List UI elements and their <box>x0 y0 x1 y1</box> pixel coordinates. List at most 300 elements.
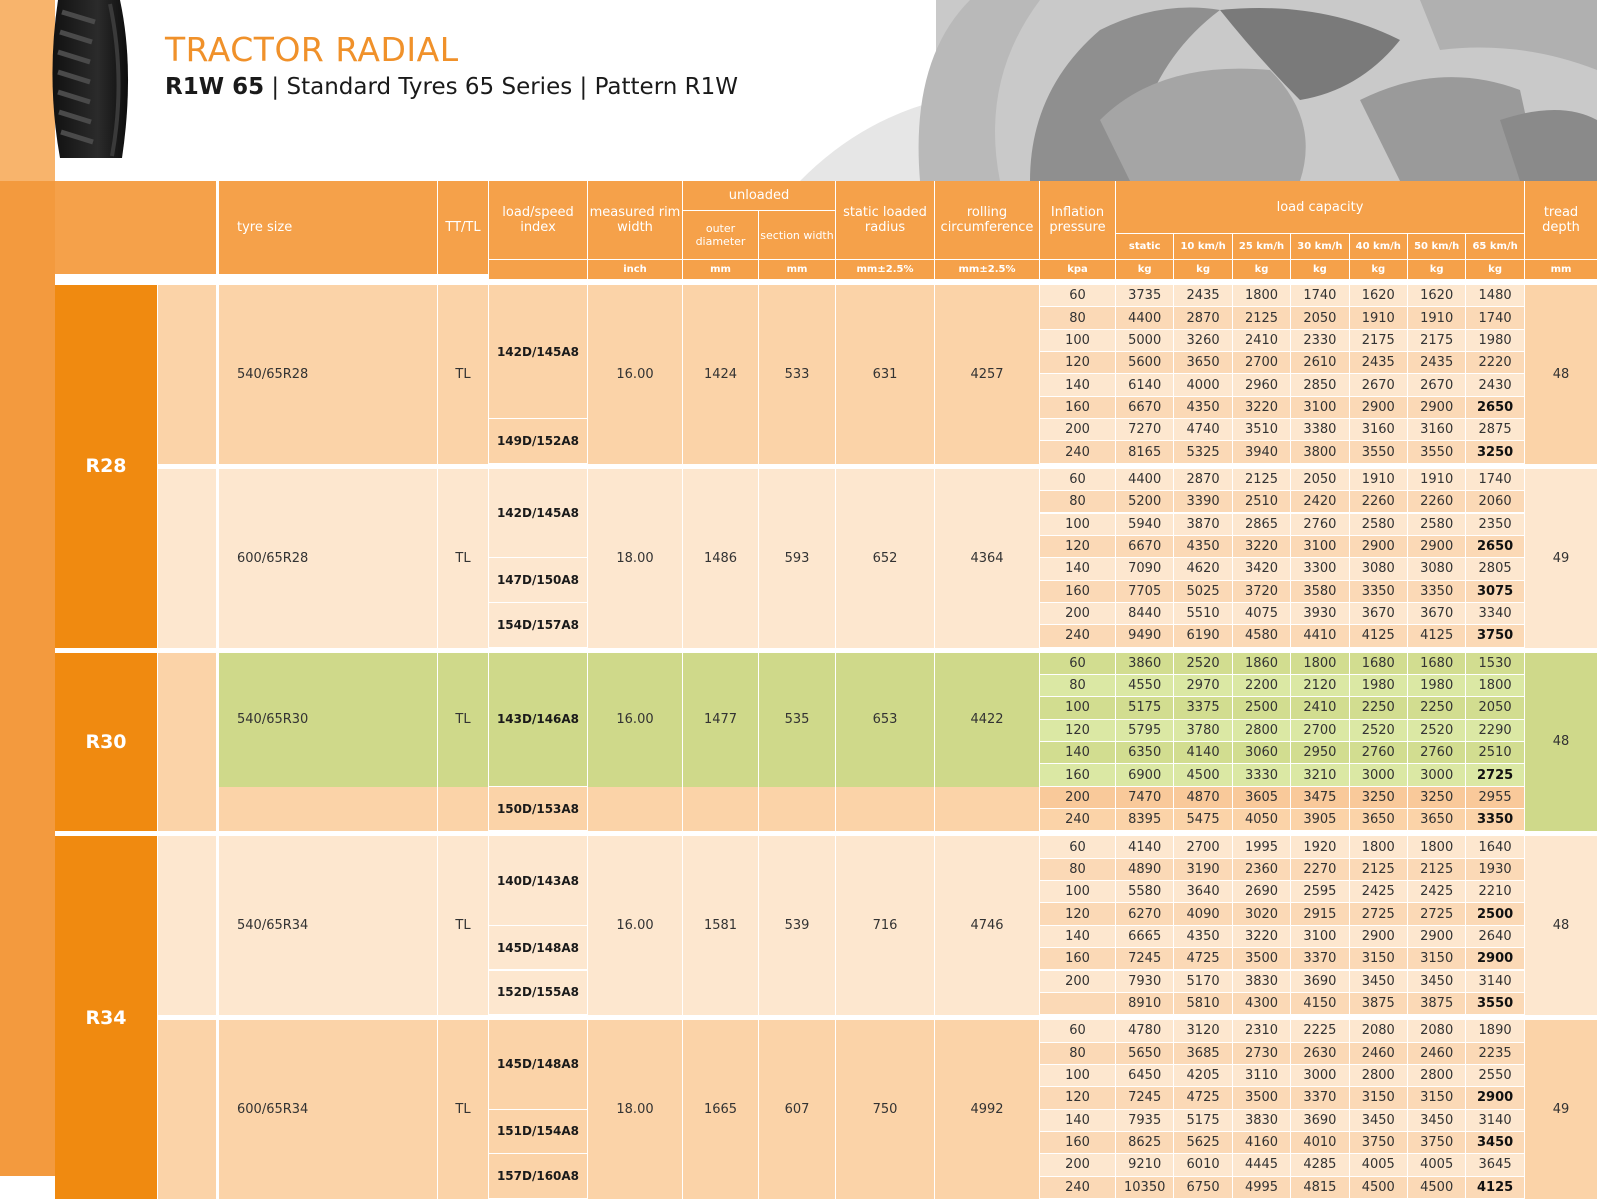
load-value: 1980 <box>1350 675 1407 696</box>
load-value: 2360 <box>1233 859 1290 880</box>
load-value: 3650 <box>1174 352 1231 373</box>
load-value: 2435 <box>1350 352 1407 373</box>
pressure-value: 140 <box>1040 742 1115 763</box>
pressure-value: 80 <box>1040 1043 1115 1064</box>
load-value: 5600 <box>1116 352 1173 373</box>
outer-diameter-value: 1665 <box>683 1020 758 1199</box>
tread-depth-value: 49 <box>1525 1020 1597 1199</box>
unit-load-3: kg <box>1291 260 1348 279</box>
load-value: 3150 <box>1408 1087 1465 1108</box>
pressure-value: 100 <box>1040 881 1115 902</box>
load-value: 4125 <box>1350 625 1407 646</box>
load-value: 1890 <box>1466 1020 1523 1041</box>
load-value: 2430 <box>1466 374 1523 395</box>
load-value: 6450 <box>1116 1065 1173 1086</box>
pressure-value: 200 <box>1040 603 1115 624</box>
load-value: 4500 <box>1408 1177 1465 1198</box>
blank-cell <box>158 836 216 1015</box>
load-value: 3260 <box>1174 330 1231 351</box>
load-value: 2595 <box>1291 881 1348 902</box>
load-value: 4500 <box>1174 764 1231 785</box>
load-value: 2670 <box>1350 374 1407 395</box>
outer-diameter-value: 1424 <box>683 285 758 464</box>
load-value: 8910 <box>1116 993 1173 1014</box>
load-value: 2260 <box>1350 491 1407 512</box>
unit-load-1: kg <box>1174 260 1231 279</box>
rim-width-value: 16.00 <box>588 836 682 1015</box>
pressure-value <box>1040 993 1115 1014</box>
rolling-circumference-value: 4257 <box>935 285 1039 464</box>
load-value: 4285 <box>1291 1154 1348 1175</box>
header-blank-cell <box>55 181 216 274</box>
load-value: 1800 <box>1350 836 1407 857</box>
unit-rolling: mm±2.5% <box>935 260 1039 279</box>
header-speed-6: 65 km/h <box>1466 234 1523 259</box>
load-value: 3300 <box>1291 558 1348 579</box>
load-value: 5025 <box>1174 581 1231 602</box>
pressure-value: 160 <box>1040 397 1115 418</box>
header-speed-4: 40 km/h <box>1350 234 1407 259</box>
header-speed-0: static <box>1116 234 1173 259</box>
filler-cell <box>438 787 488 832</box>
tyre-size: 600/65R34 <box>219 1020 437 1199</box>
load-value: 2310 <box>1233 1020 1290 1041</box>
load-speed-index: 157D/160A8 <box>489 1154 587 1198</box>
header-outer-diameter: outer diameter <box>683 211 758 259</box>
tt-tl-value: TL <box>438 653 488 787</box>
load-value: 3190 <box>1174 859 1231 880</box>
load-value: 3140 <box>1466 971 1523 992</box>
header-tt-tl: TT/TL <box>438 181 488 274</box>
load-value: 2915 <box>1291 903 1348 924</box>
static-radius-value: 631 <box>836 285 934 464</box>
unit-load-2: kg <box>1233 260 1290 279</box>
unit-section: mm <box>759 260 835 279</box>
load-value: 3685 <box>1174 1043 1231 1064</box>
load-value: 4160 <box>1233 1132 1290 1153</box>
load-value: 2700 <box>1174 836 1231 857</box>
load-value: 5810 <box>1174 993 1231 1014</box>
header-rim-width: measured rim width <box>588 181 682 259</box>
load-value: 2700 <box>1233 352 1290 373</box>
load-value: 3930 <box>1291 603 1348 624</box>
pressure-value: 120 <box>1040 1087 1115 1108</box>
load-value: 4010 <box>1291 1132 1348 1153</box>
load-speed-index: 152D/155A8 <box>489 971 587 1015</box>
load-value: 1910 <box>1408 469 1465 490</box>
filler-cell <box>759 787 835 832</box>
pressure-value: 160 <box>1040 948 1115 969</box>
outer-diameter-value: 1581 <box>683 836 758 1015</box>
load-value: 2200 <box>1233 675 1290 696</box>
pressure-value: 160 <box>1040 581 1115 602</box>
load-value: 2425 <box>1408 881 1465 902</box>
load-value: 4000 <box>1174 374 1231 395</box>
load-value: 2080 <box>1408 1020 1465 1041</box>
load-value: 4815 <box>1291 1177 1348 1198</box>
load-value: 1740 <box>1291 285 1348 306</box>
load-value: 3000 <box>1291 1065 1348 1086</box>
load-value: 2125 <box>1233 469 1290 490</box>
load-value: 3875 <box>1408 993 1465 1014</box>
unit-inflation: kpa <box>1040 260 1115 279</box>
load-value: 3000 <box>1350 764 1407 785</box>
load-value: 3750 <box>1408 1132 1465 1153</box>
page-title: TRACTOR RADIAL <box>165 30 459 69</box>
subtitle-model: R1W 65 <box>165 74 265 100</box>
page-subtitle <box>165 74 738 100</box>
section-width-value: 593 <box>759 469 835 648</box>
load-value: 4400 <box>1116 307 1173 328</box>
load-value: 3450 <box>1350 1110 1407 1131</box>
load-value: 3140 <box>1466 1110 1523 1131</box>
load-value: 6190 <box>1174 625 1231 646</box>
header-unloaded: unloaded <box>683 181 835 210</box>
load-value: 2610 <box>1291 352 1348 373</box>
load-value: 3860 <box>1116 653 1173 674</box>
load-value: 5175 <box>1116 697 1173 718</box>
load-value: 3645 <box>1466 1154 1523 1175</box>
load-value: 3220 <box>1233 397 1290 418</box>
load-value: 4890 <box>1116 859 1173 880</box>
load-value: 3650 <box>1408 809 1465 830</box>
load-value: 4445 <box>1233 1154 1290 1175</box>
load-value: 6270 <box>1116 903 1173 924</box>
load-value: 7245 <box>1116 948 1173 969</box>
load-value: 3000 <box>1408 764 1465 785</box>
load-value: 2900 <box>1466 1087 1523 1108</box>
pressure-value: 160 <box>1040 1132 1115 1153</box>
load-value: 3450 <box>1350 971 1407 992</box>
load-value: 2235 <box>1466 1043 1523 1064</box>
load-value: 2425 <box>1350 881 1407 902</box>
load-value: 4580 <box>1233 625 1290 646</box>
load-value: 3875 <box>1350 993 1407 1014</box>
load-value: 2725 <box>1466 764 1523 785</box>
load-value: 4350 <box>1174 397 1231 418</box>
header-tyre-size: tyre size <box>219 181 437 274</box>
load-value: 1680 <box>1408 653 1465 674</box>
rolling-circumference-value: 4364 <box>935 469 1039 648</box>
load-value: 1480 <box>1466 285 1523 306</box>
blank-cell <box>158 285 216 464</box>
load-value: 4870 <box>1174 787 1231 808</box>
load-value: 3160 <box>1408 419 1465 440</box>
load-value: 3450 <box>1408 1110 1465 1131</box>
load-value: 6900 <box>1116 764 1173 785</box>
load-value: 4005 <box>1350 1154 1407 1175</box>
load-value: 3670 <box>1408 603 1465 624</box>
rim-group-label: R28 <box>55 285 157 648</box>
tyre-size: 540/65R34 <box>219 836 437 1015</box>
pressure-value: 60 <box>1040 469 1115 490</box>
load-value: 3830 <box>1233 971 1290 992</box>
load-value: 3210 <box>1291 764 1348 785</box>
pressure-value: 100 <box>1040 1065 1115 1086</box>
load-value: 3940 <box>1233 441 1290 462</box>
load-value: 5175 <box>1174 1110 1231 1131</box>
unit-outer: mm <box>683 260 758 279</box>
load-value: 2260 <box>1408 491 1465 512</box>
load-value: 3250 <box>1350 787 1407 808</box>
load-value: 2175 <box>1408 330 1465 351</box>
pressure-value: 240 <box>1040 809 1115 830</box>
load-value: 3020 <box>1233 903 1290 924</box>
load-value: 2520 <box>1350 720 1407 741</box>
pressure-value: 60 <box>1040 653 1115 674</box>
load-speed-index: 142D/145A8 <box>489 469 587 557</box>
load-value: 3370 <box>1291 948 1348 969</box>
load-value: 1800 <box>1291 653 1348 674</box>
load-value: 3750 <box>1350 1132 1407 1153</box>
load-value: 2520 <box>1174 653 1231 674</box>
blank-cell <box>158 1020 216 1199</box>
load-value: 3250 <box>1408 787 1465 808</box>
load-value: 1860 <box>1233 653 1290 674</box>
load-value: 8395 <box>1116 809 1173 830</box>
load-value: 4205 <box>1174 1065 1231 1086</box>
filler-cell <box>219 787 437 832</box>
section-width-value: 607 <box>759 1020 835 1199</box>
load-value: 2460 <box>1350 1043 1407 1064</box>
load-value: 3800 <box>1291 441 1348 462</box>
load-value: 3340 <box>1466 603 1523 624</box>
load-value: 1910 <box>1350 469 1407 490</box>
static-radius-value: 652 <box>836 469 934 648</box>
load-value: 5200 <box>1116 491 1173 512</box>
load-value: 2800 <box>1350 1065 1407 1086</box>
pressure-value: 60 <box>1040 285 1115 306</box>
load-value: 3150 <box>1350 1087 1407 1108</box>
load-value: 2250 <box>1408 697 1465 718</box>
load-value: 6750 <box>1174 1177 1231 1198</box>
load-value: 4005 <box>1408 1154 1465 1175</box>
load-value: 2900 <box>1466 948 1523 969</box>
header-rolling-circumference: rolling circumference <box>935 181 1039 259</box>
unit-rim: inch <box>588 260 682 279</box>
load-value: 2725 <box>1350 903 1407 924</box>
load-value: 7470 <box>1116 787 1173 808</box>
pressure-value: 140 <box>1040 558 1115 579</box>
load-value: 1995 <box>1233 836 1290 857</box>
unit-tread: mm <box>1525 260 1597 279</box>
header-load-capacity: load capacity <box>1116 181 1524 233</box>
load-value: 7270 <box>1116 419 1173 440</box>
load-value: 7935 <box>1116 1110 1173 1131</box>
load-value: 2510 <box>1233 491 1290 512</box>
pressure-value: 80 <box>1040 675 1115 696</box>
load-value: 3750 <box>1466 625 1523 646</box>
rim-width-value: 18.00 <box>588 469 682 648</box>
header-tread-depth: tread depth <box>1525 181 1597 259</box>
load-value: 2580 <box>1350 514 1407 535</box>
load-value: 4050 <box>1233 809 1290 830</box>
load-value: 9210 <box>1116 1154 1173 1175</box>
tread-depth-value: 49 <box>1525 469 1597 648</box>
unit-load-4: kg <box>1350 260 1407 279</box>
load-value: 6140 <box>1116 374 1173 395</box>
load-value: 2700 <box>1291 720 1348 741</box>
load-value: 5325 <box>1174 441 1231 462</box>
unit-load-0: kg <box>1116 260 1173 279</box>
static-radius-value: 716 <box>836 836 934 1015</box>
load-value: 2870 <box>1174 307 1231 328</box>
load-value: 5650 <box>1116 1043 1173 1064</box>
load-value: 1920 <box>1291 836 1348 857</box>
load-value: 3150 <box>1350 948 1407 969</box>
load-value: 1740 <box>1466 469 1523 490</box>
load-value: 3350 <box>1466 809 1523 830</box>
load-value: 3830 <box>1233 1110 1290 1131</box>
load-value: 2725 <box>1408 903 1465 924</box>
load-value: 1980 <box>1466 330 1523 351</box>
load-value: 3690 <box>1291 1110 1348 1131</box>
pressure-value: 160 <box>1040 764 1115 785</box>
pressure-value: 140 <box>1040 1110 1115 1131</box>
load-value: 2900 <box>1408 926 1465 947</box>
load-value: 3150 <box>1408 948 1465 969</box>
load-value: 2650 <box>1466 397 1523 418</box>
header-section-width: section width <box>759 211 835 259</box>
load-value: 2210 <box>1466 881 1523 902</box>
filler-cell <box>935 787 1039 832</box>
load-value: 2175 <box>1350 330 1407 351</box>
load-value: 3350 <box>1350 581 1407 602</box>
load-value: 4410 <box>1291 625 1348 646</box>
load-value: 2900 <box>1350 397 1407 418</box>
header-speed-1: 10 km/h <box>1174 234 1231 259</box>
load-value: 3580 <box>1291 581 1348 602</box>
pressure-value: 80 <box>1040 491 1115 512</box>
load-value: 1910 <box>1408 307 1465 328</box>
load-speed-index: 145D/148A8 <box>489 1020 587 1108</box>
tt-tl-value: TL <box>438 285 488 464</box>
header-speed-2: 25 km/h <box>1233 234 1290 259</box>
load-value: 4550 <box>1116 675 1173 696</box>
filler-cell <box>588 787 682 832</box>
header-speed-5: 50 km/h <box>1408 234 1465 259</box>
pressure-value: 120 <box>1040 903 1115 924</box>
load-value: 5475 <box>1174 809 1231 830</box>
load-speed-index: 149D/152A8 <box>489 419 587 463</box>
load-value: 3100 <box>1291 926 1348 947</box>
load-value: 4400 <box>1116 469 1173 490</box>
load-value: 4620 <box>1174 558 1231 579</box>
load-value: 3060 <box>1233 742 1290 763</box>
rolling-circumference-value: 4746 <box>935 836 1039 1015</box>
load-value: 2225 <box>1291 1020 1348 1041</box>
load-value: 2290 <box>1466 720 1523 741</box>
load-value: 2350 <box>1466 514 1523 535</box>
load-value: 3870 <box>1174 514 1231 535</box>
load-value: 1800 <box>1408 836 1465 857</box>
load-value: 10350 <box>1116 1177 1173 1198</box>
load-value: 1930 <box>1466 859 1523 880</box>
pressure-value: 100 <box>1040 330 1115 351</box>
tyre-size: 540/65R28 <box>219 285 437 464</box>
load-value: 3080 <box>1350 558 1407 579</box>
load-value: 3350 <box>1408 581 1465 602</box>
pressure-value: 80 <box>1040 859 1115 880</box>
load-value: 7705 <box>1116 581 1173 602</box>
unit-static-radius: mm±2.5% <box>836 260 934 279</box>
load-value: 3690 <box>1291 971 1348 992</box>
load-value: 2050 <box>1466 697 1523 718</box>
tyre-size: 600/65R28 <box>219 469 437 648</box>
unit-load-6: kg <box>1466 260 1523 279</box>
load-value: 4125 <box>1466 1177 1523 1198</box>
load-value: 2050 <box>1291 307 1348 328</box>
load-value: 5580 <box>1116 881 1173 902</box>
load-speed-index: 151D/154A8 <box>489 1110 587 1154</box>
tread-depth-value: 48 <box>1525 285 1597 464</box>
load-value: 3450 <box>1408 971 1465 992</box>
load-value: 2125 <box>1408 859 1465 880</box>
load-value: 3100 <box>1291 397 1348 418</box>
pressure-value: 140 <box>1040 926 1115 947</box>
load-value: 1800 <box>1466 675 1523 696</box>
load-value: 3110 <box>1233 1065 1290 1086</box>
load-value: 3735 <box>1116 285 1173 306</box>
load-value: 2080 <box>1350 1020 1407 1041</box>
unit-blank <box>489 260 587 279</box>
load-value: 3510 <box>1233 419 1290 440</box>
load-value: 2510 <box>1466 742 1523 763</box>
load-value: 1740 <box>1466 307 1523 328</box>
load-value: 1620 <box>1350 285 1407 306</box>
load-value: 3450 <box>1466 1132 1523 1153</box>
pressure-value: 200 <box>1040 1154 1115 1175</box>
rolling-circumference-value: 4992 <box>935 1020 1039 1199</box>
load-value: 3780 <box>1174 720 1231 741</box>
load-value: 2050 <box>1291 469 1348 490</box>
load-value: 1620 <box>1408 285 1465 306</box>
load-value: 3720 <box>1233 581 1290 602</box>
tyre-tread-background-photo <box>800 0 1597 181</box>
load-value: 2410 <box>1291 697 1348 718</box>
load-value: 9490 <box>1116 625 1173 646</box>
load-value: 2960 <box>1233 374 1290 395</box>
load-value: 2900 <box>1408 536 1465 557</box>
rim-width-value: 16.00 <box>588 653 682 787</box>
load-value: 2900 <box>1408 397 1465 418</box>
pressure-value: 100 <box>1040 697 1115 718</box>
load-value: 4350 <box>1174 536 1231 557</box>
load-value: 2900 <box>1350 536 1407 557</box>
load-value: 2805 <box>1466 558 1523 579</box>
left-accent-bar-lower <box>0 181 55 1176</box>
load-value: 3330 <box>1233 764 1290 785</box>
tyre-size: 540/65R30 <box>219 653 437 787</box>
header-static-radius: static loaded radius <box>836 181 934 259</box>
load-value: 2330 <box>1291 330 1348 351</box>
load-value: 3905 <box>1291 809 1348 830</box>
pressure-value: 60 <box>1040 1020 1115 1041</box>
load-value: 2460 <box>1408 1043 1465 1064</box>
load-value: 2500 <box>1233 697 1290 718</box>
pressure-value: 80 <box>1040 307 1115 328</box>
load-value: 2760 <box>1408 742 1465 763</box>
load-value: 2670 <box>1408 374 1465 395</box>
pressure-value: 240 <box>1040 1177 1115 1198</box>
load-value: 5795 <box>1116 720 1173 741</box>
load-value: 2060 <box>1466 491 1523 512</box>
header-load-speed: load/speed index <box>489 181 587 259</box>
load-value: 2850 <box>1291 374 1348 395</box>
pressure-value: 120 <box>1040 536 1115 557</box>
unit-load-5: kg <box>1408 260 1465 279</box>
rim-group-label: R30 <box>55 653 157 832</box>
